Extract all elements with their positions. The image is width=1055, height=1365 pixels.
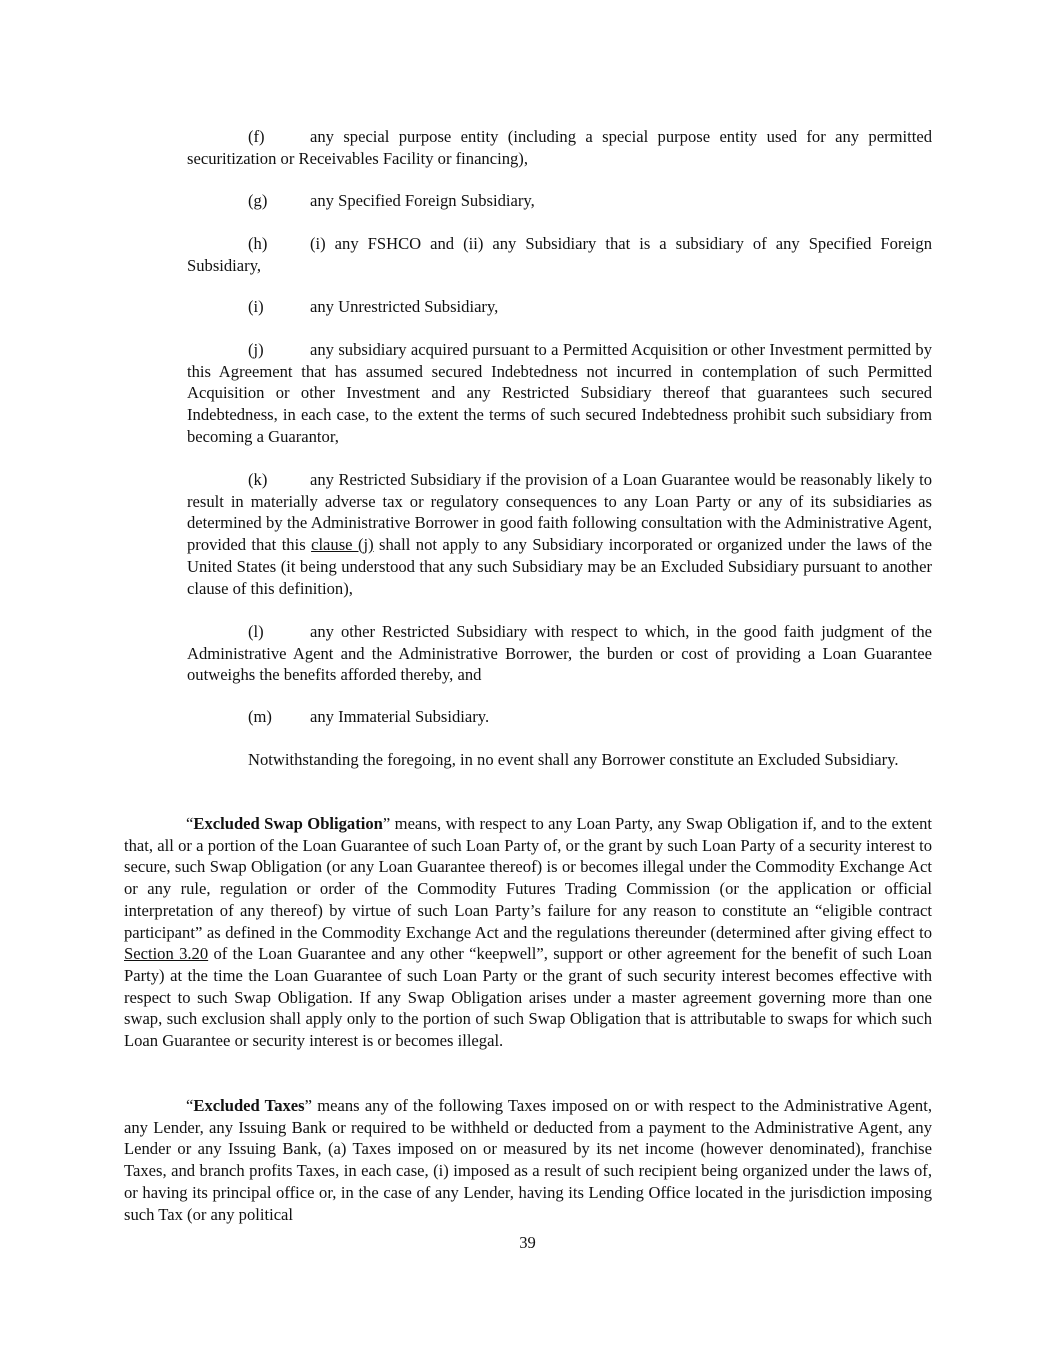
clause-g <box>187 190 932 212</box>
clause-j-reference-link[interactable]: clause (j) <box>311 535 374 555</box>
clause-text: any Immaterial Subsidiary. <box>310 707 490 726</box>
clause-label: (m) <box>248 707 272 726</box>
clause-label: (j) <box>248 340 264 359</box>
open-quote: “ <box>186 1096 194 1115</box>
clause-label: (l) <box>248 622 264 641</box>
clause-text: any subsidiary acquired pursuant to a Permitted Acquisition or other Investment permitted by this Agreement that has assumed secured Indebtedness not incurred in contemplation of such Permitted Acquisition or other Investment and any Restricted Subsidiary thereof that guarantees such secured Indebtedness, in each case, to the extent the terms of such secured Indebtedness prohibit such subsidiary from becoming a Guarantor, <box>187 340 932 446</box>
clause-text: any Unrestricted Subsidiary, <box>310 297 499 316</box>
clause-j <box>187 339 932 448</box>
clause-text: (i) any FSHCO and (ii) any Subsidiary that is a subsidiary of any Specified Foreign Subsidiary, <box>187 234 932 275</box>
clause-text: any special purpose entity (including a special purpose entity used for any permitted securitization or Receivables Facility or financing), <box>187 127 932 168</box>
clause-l <box>187 621 932 686</box>
defined-term: Excluded Taxes <box>193 1096 305 1115</box>
clause-m <box>187 706 932 728</box>
clause-text: any Specified Foreign Subsidiary, <box>310 191 535 210</box>
definition-text: ” means, with respect to any Loan Party, any Swap Obligation if, and to the extent that, all or a portion of the Loan Guarantee of such Loan Party of, or the grant by such Loan Party of a security interest to secure, such Swap Obligation (or any Loan Guarantee thereof) is or becomes illegal under the Commodity Exchange Act or any rule, regulation or order of the Commodity Futures Trading Commission (or the application or official interpretation of any thereof) by virtue of such Loan Party’s failure for any reason to constitute an “eligible contract participant” as defined in the Commodity Exchange Act and the regulations thereunder (determined after giving effect to <box>124 814 932 942</box>
defined-term: Excluded Swap Obligation <box>193 814 383 833</box>
open-quote: “ <box>186 814 194 833</box>
notwithstanding-paragraph: Notwithstanding the foregoing, in no event shall any Borrower constitute an Excluded Subsidiary. <box>248 750 899 769</box>
clause-text: any Restricted Subsidiary if the provision of a Loan Guarantee would be reasonably likely to result in materially adverse tax or regulatory consequences to any Loan Party or any of its subsidiaries as determined by the Administrative Borrower in good faith following consultation with the Administrative Agent, provided that this <box>187 470 932 555</box>
clause-label: (k) <box>248 470 268 489</box>
clause-label: (f) <box>248 127 265 146</box>
excluded-swap-obligation-definition <box>124 813 932 1052</box>
clause-text: any other Restricted Subsidiary with respect to which, in the good faith judgment of the Administrative Agent and the Administrative Borrower, the burden or cost of providing a Loan Guarantee outweighs the benefits afforded thereby, and <box>187 622 932 685</box>
clause-k <box>187 469 932 599</box>
clause-text: shall not apply to any Subsidiary incorporated or organized under the laws of the United States (it being understood that any such Subsidiary may be an Excluded Subsidiary pursuant to another clause of this definition), <box>187 535 932 598</box>
clause-h <box>187 233 932 276</box>
definition-text: of the Loan Guarantee and any other “keepwell”, support or other agreement for the benefit of such Loan Party) at the time the Loan Guarantee of such Loan Party or the grant of such security interest becomes effective with respect to such Swap Obligation. If any Swap Obligation arises under a master agreement governing more than one swap, such exclusion shall apply only to the portion of such Swap Obligation that is attributable to swaps for which such Loan Guarantee or security interest is or becomes illegal. <box>124 944 932 1051</box>
clause-i <box>187 296 932 318</box>
clause-label: (h) <box>248 234 268 253</box>
page-number: 39 <box>519 1233 536 1252</box>
clause-label: (g) <box>248 191 268 210</box>
excluded-taxes-definition <box>124 1095 932 1225</box>
section-3-20-link[interactable]: Section 3.20 <box>124 944 209 964</box>
definition-text: ” means any of the following Taxes imposed on or with respect to the Administrative Agent, any Lender, any Issuing Bank or required to be withheld or deducted from a payment to the Administrative Agent, any Lender or any Issuing Bank, (a) Taxes imposed on or measured by its net income (however denominated), franchise Taxes, and branch profits Taxes, in each case, (i) imposed as a result of such recipient being organized under the laws of, or having its principal office or, in the case of any Lender, having its Lending Office located in the jurisdiction imposing such Tax (or any political <box>124 1096 932 1224</box>
clause-f <box>187 126 932 169</box>
clause-label: (i) <box>248 297 264 316</box>
